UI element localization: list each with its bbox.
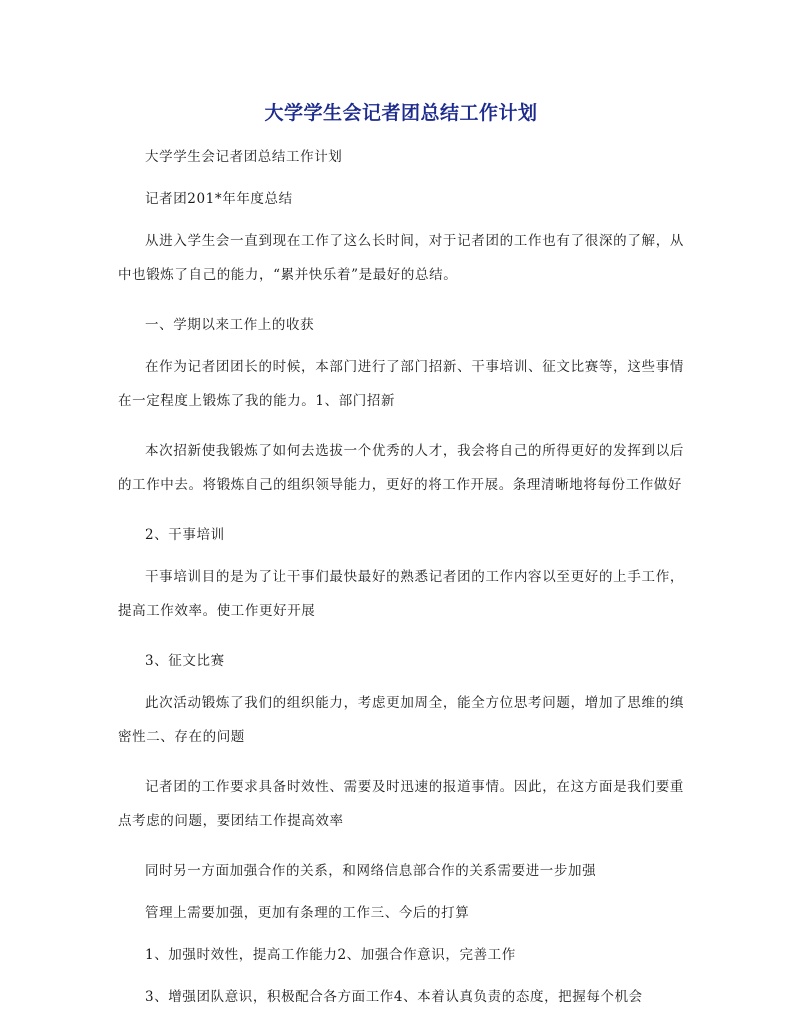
section-heading-gains: 一、学期以来工作上的收获 (145, 317, 315, 333)
paragraph-recruitment: 本次招新使我锻炼了如何去选拔一个优秀的人才，我会将自己的所得更好的发挥到以后的工作中去。将锻炼自己的组织领导能力，更好的将工作开展。条理清晰地将每份工作做好 (118, 443, 684, 493)
paragraph-gains: 在作为记者团团长的时候，本部门进行了部门招新、干事培训、征文比赛等，这些事情在一定程度上锻炼了我的能力。1、部门招新 (118, 359, 684, 409)
paragraph-problems: 记者团的工作要求具备时效性、需要及时迅速的报道事情。因此，在这方面是我们要重点考虑的问题，要团结工作提高效率 (118, 779, 684, 829)
paragraph-management: 管理上需要加强，更加有条理的工作三、今后的打算 (145, 905, 470, 921)
paragraph-cooperation: 同时另一方面加强合作的关系，和网络信息部合作的关系需要进一步加强 (145, 863, 597, 879)
document-page (118, 96, 684, 1022)
paragraph-intro: 从进入学生会一直到现在工作了这么长时间，对于记者团的工作也有了很深的了解，从中也锻炼了自己的能力，“累并快乐着”是最好的总结。 (118, 233, 684, 283)
paragraph-plan-1-2: 1、加强时效性，提高工作能力2、加强合作意识，完善工作 (145, 947, 516, 963)
document-title: 大学学生会记者团总结工作计划 (264, 102, 538, 124)
section-heading-essay-contest: 3、征文比赛 (145, 653, 225, 669)
paragraph-essay-contest: 此次活动锻炼了我们的组织能力，考虑更加周全，能全方位思考问题，增加了思维的缜密性二、存在的问题 (118, 695, 684, 745)
paragraph-training: 干事培训目的是为了让干事们最快最好的熟悉记者团的工作内容以至更好的上手工作，提高工作效率。使工作更好开展 (118, 569, 684, 619)
paragraph-year-summary: 记者团201*年年度总结 (145, 191, 293, 207)
section-heading-training: 2、干事培训 (145, 527, 225, 543)
paragraph-subtitle: 大学学生会记者团总结工作计划 (145, 149, 343, 165)
paragraph-plan-3-4: 3、增强团队意识，积极配合各方面工作4、本着认真负责的态度，把握每个机会 (145, 989, 643, 1005)
